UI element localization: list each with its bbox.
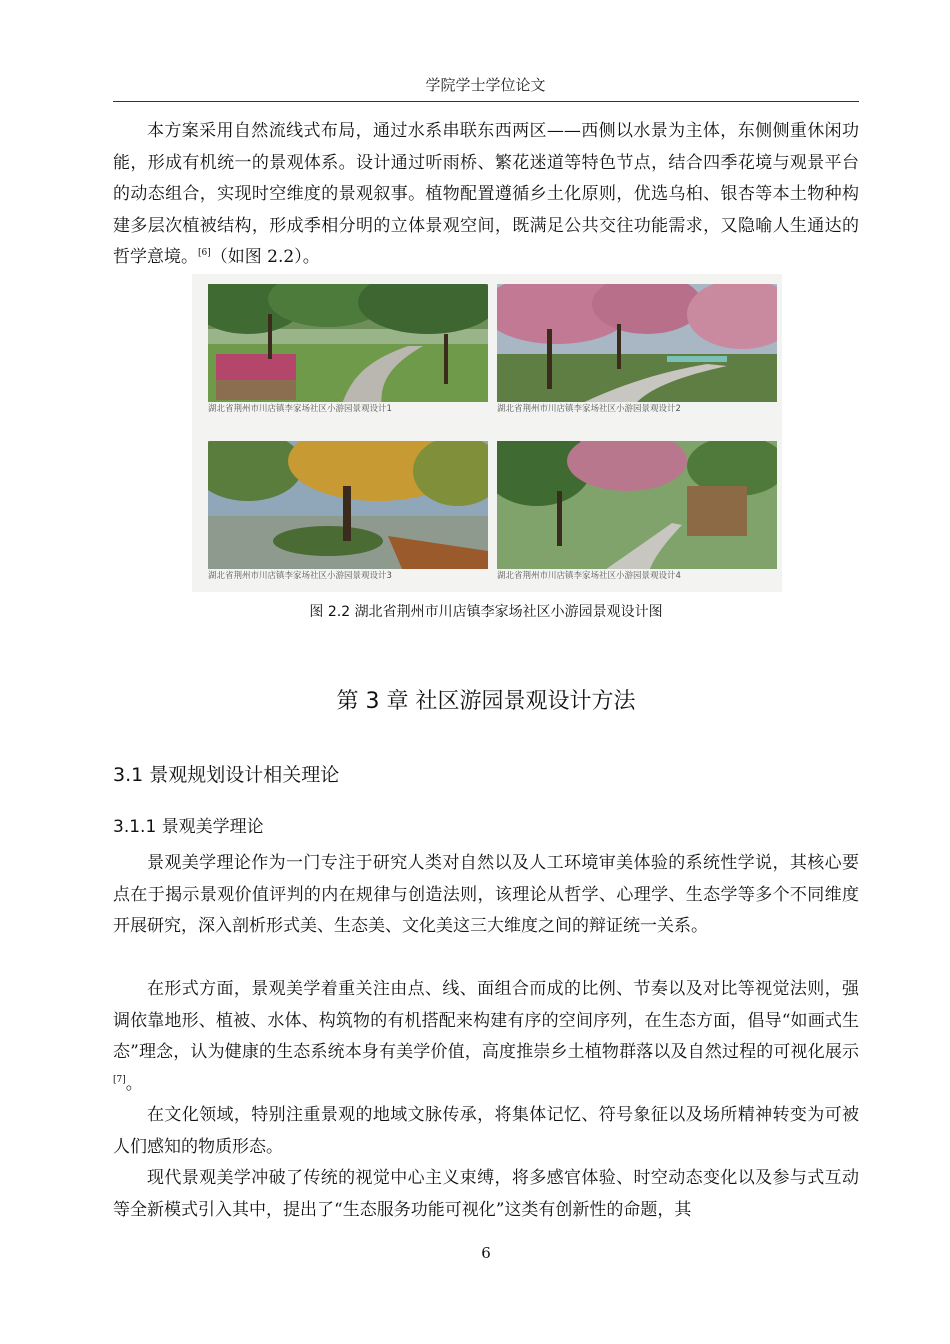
chapter-title: 第 3 章 社区游园景观设计方法 bbox=[336, 689, 636, 714]
subsection-heading: 3.1.1 景观美学理论 bbox=[113, 817, 264, 837]
body-paragraph-1: 景观美学理论作为一门专注于研究人类对自然以及人工环境审美体验的系统性学说，其核心要点在于揭示景观价值评判的内在规律与创造法则，该理论从哲学、心理学、生态学等多个不同维度开展研究，深入剖析形式美、生态美、文化美这三大维度之间的辩证统一关系。 bbox=[113, 853, 859, 936]
body-paragraph-4: 现代景观美学冲破了传统的视觉中心主义束缚，将多感官体验、时空动态变化以及参与式互动等全新模式引入其中，提出了“生态服务功能可视化”这类有创新性的命题，其 bbox=[113, 1168, 859, 1220]
panel-caption-3: 湖北省荆州市川店镇李家场社区小游园景观设计3 bbox=[208, 569, 488, 583]
intro-paragraph-tail: （如图 2.2）。 bbox=[210, 247, 320, 267]
panel-caption-4: 湖北省荆州市川店镇李家场社区小游园景观设计4 bbox=[497, 569, 777, 583]
figure-caption: 图 2.2 湖北省荆州市川店镇李家场社区小游园景观设计图 bbox=[309, 604, 663, 620]
landscape-render-1 bbox=[208, 284, 488, 416]
intro-paragraph-text: 本方案采用自然流线式布局，通过水系串联东西两区——西侧以水景为主体，东侧侧重休闲功能，形成有机统一的景观体系。设计通过听雨桥、繁花迷道等特色节点，结合四季花境与观景平台的动态组合，实现时空维度的景观叙事。植物配置遵循乡土化原则，优选乌桕、银杏等本土物种构建多层次植被结构，形成季相分明的立体景观空间，既满足公共交往功能需求，又隐喻人生通达的哲学意境。 bbox=[113, 121, 859, 267]
body-paragraph-3: 在文化领域，特别注重景观的地域文脉传承，将集体记忆、符号象征以及场所精神转变为可被人们感知的物质形态。 bbox=[113, 1105, 859, 1157]
landscape-render-2 bbox=[497, 284, 777, 416]
header-rule bbox=[113, 101, 859, 102]
figure-2-2 bbox=[192, 274, 782, 592]
section-heading: 3.1 景观规划设计相关理论 bbox=[113, 764, 340, 786]
body-paragraph-2-tail: 。 bbox=[125, 1073, 143, 1094]
landscape-render-4 bbox=[497, 441, 777, 583]
landscape-render-3 bbox=[208, 441, 488, 583]
running-header: 学院学士学位论文 bbox=[425, 76, 546, 94]
panel-caption-2: 湖北省荆州市川店镇李家场社区小游园景观设计2 bbox=[497, 402, 777, 416]
panel-caption-1: 湖北省荆州市川店镇李家场社区小游园景观设计1 bbox=[208, 402, 488, 416]
body-paragraph-2 bbox=[113, 974, 859, 1100]
citation-7: [7] bbox=[113, 1074, 126, 1085]
page-number: 6 bbox=[481, 1244, 491, 1262]
body-paragraph-2-text: 在形式方面，景观美学着重关注由点、线、面组合而成的比例、节奏以及对比等视觉法则，强调依靠地形、植被、水体、构筑物的有机搭配来构建有序的空间序列，在生态方面，倡导“如画式生态”理念，认为健康的生态系统本身有美学价值，高度推崇乡土植物群落以及自然过程的可视化展示 bbox=[113, 979, 859, 1062]
citation-6: [6] bbox=[198, 248, 211, 258]
intro-paragraph bbox=[113, 116, 859, 274]
